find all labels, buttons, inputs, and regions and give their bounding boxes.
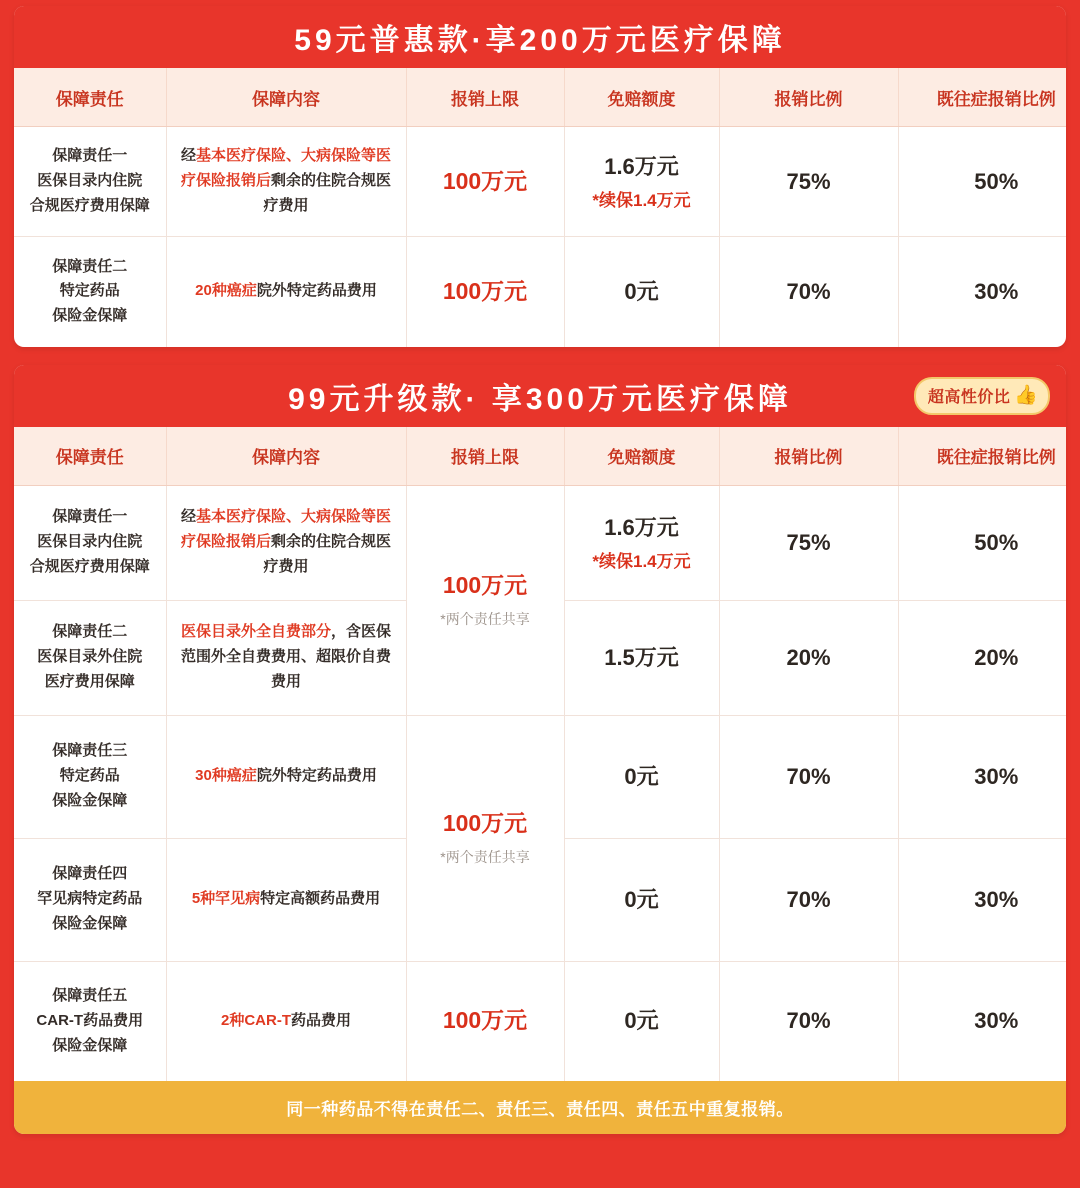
limit-amount: 100万元 — [442, 167, 528, 194]
cell-ratio — [719, 838, 898, 961]
cell-content — [166, 838, 406, 961]
cell-limit — [406, 127, 564, 237]
cell-responsibility — [14, 127, 166, 237]
cell-preexisting-ratio — [898, 961, 1066, 1081]
content-part: 剩余的住院合规医疗费用 — [263, 172, 392, 214]
content-part: 经 — [180, 147, 196, 165]
responsibility-line: CAR-T药品费用 — [36, 1011, 144, 1029]
cell-deductible — [564, 961, 719, 1081]
cell-responsibility — [14, 485, 166, 600]
cell-content — [166, 600, 406, 715]
deductible-amount: 0元 — [624, 278, 659, 304]
preexisting-ratio: 50% — [974, 168, 1019, 194]
deductible-amount: 0元 — [624, 1008, 659, 1034]
coverage-table-basic — [14, 68, 1066, 347]
content-part: 院外特定药品费用 — [256, 767, 377, 785]
cell-preexisting-ratio — [898, 127, 1066, 237]
content-part-highlight: 基本医疗保险、大病保险等医疗保险报销后 — [180, 508, 392, 551]
cell-preexisting-ratio — [898, 715, 1066, 838]
content-part-highlight: 5种罕见病 — [191, 890, 261, 908]
preexisting-ratio: 30% — [974, 763, 1019, 789]
col-header-responsibility: 保障责任 — [14, 68, 166, 127]
cell-deductible — [564, 600, 719, 715]
content-part: 剩余的住院合规医疗费用 — [263, 533, 392, 575]
col-header-responsibility: 保障责任 — [14, 427, 166, 486]
cell-responsibility — [14, 715, 166, 838]
reimbursement-ratio: 70% — [786, 886, 831, 912]
plan-card-upgraded — [14, 365, 1066, 1135]
value-badge-label: 超高性价比 — [927, 389, 1011, 406]
cell-content — [166, 715, 406, 838]
responsibility-line: 保险金保障 — [52, 1036, 128, 1054]
cell-limit — [406, 237, 564, 347]
responsibility-line: 保险金保障 — [52, 307, 128, 325]
content-part-highlight: 医保目录外全自费部分 — [180, 623, 331, 641]
col-header-content: 保障内容 — [166, 68, 406, 127]
responsibility-line: 医疗费用保障 — [44, 672, 135, 690]
content-part: 经 — [180, 508, 196, 526]
col-header-limit: 报销上限 — [406, 427, 564, 486]
responsibility-line: 保障责任三 — [52, 742, 128, 760]
reimbursement-ratio: 75% — [786, 529, 831, 555]
cell-deductible — [564, 715, 719, 838]
table-header-row — [14, 68, 1066, 127]
responsibility-line: 保障责任一 — [52, 147, 128, 165]
value-badge — [914, 377, 1050, 415]
preexisting-ratio: 30% — [974, 886, 1019, 912]
cell-limit — [406, 961, 564, 1081]
content-part: 院外特定药品费用 — [256, 282, 377, 300]
cell-preexisting-ratio — [898, 838, 1066, 961]
deductible-note: *续保1.4万元 — [592, 190, 691, 210]
content-part-highlight: 2种CAR-T — [220, 1011, 291, 1029]
col-header-preexisting: 既往症报销比例 — [898, 68, 1066, 127]
deductible-amount: 1.6万元 — [604, 154, 679, 180]
deductible-amount: 1.6万元 — [604, 515, 679, 541]
reimbursement-ratio: 75% — [786, 168, 831, 194]
col-header-preexisting: 既往症报销比例 — [898, 427, 1066, 486]
responsibility-line: 医保目录内住院 — [37, 533, 143, 551]
plan-card-basic — [14, 6, 1066, 347]
responsibility-line: 罕见病特定药品 — [37, 890, 143, 908]
limit-shared-note: *两个责任共享 — [440, 610, 530, 627]
responsibility-line: 保障责任二 — [52, 257, 128, 275]
col-header-limit: 报销上限 — [406, 68, 564, 127]
cell-content — [166, 237, 406, 347]
reimbursement-ratio: 70% — [786, 763, 831, 789]
content-part: ，含医保范围外全自费费用、超限价自费费用 — [180, 623, 392, 690]
table-row — [14, 127, 1066, 237]
col-header-content: 保障内容 — [166, 427, 406, 486]
responsibility-line: 保障责任二 — [52, 623, 128, 641]
responsibility-line: 特定药品 — [59, 282, 120, 300]
responsibility-line: 医保目录外住院 — [37, 648, 143, 666]
cell-deductible — [564, 838, 719, 961]
cell-ratio — [719, 127, 898, 237]
cell-limit-merged — [406, 485, 564, 715]
table-row — [14, 485, 1066, 600]
cell-content — [166, 127, 406, 237]
cell-ratio — [719, 237, 898, 347]
plan-title-upgraded: 99元升级款· 享300万元医疗保障 — [288, 382, 792, 416]
preexisting-ratio: 20% — [974, 644, 1019, 670]
responsibility-line: 保险金保障 — [52, 791, 128, 809]
deductible-note: *续保1.4万元 — [592, 551, 691, 571]
responsibility-line: 保障责任一 — [52, 508, 128, 526]
cell-ratio — [719, 715, 898, 838]
limit-amount: 100万元 — [442, 810, 528, 837]
cell-ratio — [719, 600, 898, 715]
reimbursement-ratio: 70% — [786, 278, 831, 304]
cell-content — [166, 961, 406, 1081]
content-part-highlight: 20种癌症 — [195, 282, 257, 300]
cell-preexisting-ratio — [898, 600, 1066, 715]
responsibility-line: 医保目录内住院 — [37, 172, 143, 190]
limit-amount: 100万元 — [442, 572, 528, 599]
cell-deductible — [564, 127, 719, 237]
cell-content — [166, 485, 406, 600]
plan-title-bar-basic — [14, 6, 1066, 68]
reimbursement-ratio: 70% — [786, 1008, 831, 1034]
limit-amount: 100万元 — [442, 1007, 528, 1034]
cell-preexisting-ratio — [898, 237, 1066, 347]
content-part: 药品费用 — [290, 1011, 351, 1029]
reimbursement-ratio: 20% — [786, 644, 831, 670]
cell-responsibility — [14, 237, 166, 347]
cell-preexisting-ratio — [898, 485, 1066, 600]
content-part: 特定高额药品费用 — [260, 890, 381, 908]
cell-responsibility — [14, 838, 166, 961]
responsibility-line: 保障责任四 — [52, 865, 128, 883]
limit-amount: 100万元 — [442, 277, 528, 304]
limit-shared-note: *两个责任共享 — [440, 848, 530, 865]
col-header-ratio: 报销比例 — [719, 427, 898, 486]
cell-deductible — [564, 237, 719, 347]
table-header-row — [14, 427, 1066, 486]
content-part-highlight: 30种癌症 — [195, 767, 257, 785]
cell-responsibility — [14, 961, 166, 1081]
responsibility-line: 保障责任五 — [52, 987, 128, 1005]
content-part-highlight: 基本医疗保险、大病保险等医疗保险报销后 — [180, 147, 392, 190]
cell-ratio — [719, 485, 898, 600]
cell-responsibility — [14, 600, 166, 715]
coverage-table-upgraded — [14, 427, 1066, 1082]
col-header-deductible: 免赔额度 — [564, 68, 719, 127]
responsibility-line: 合规医疗费用保障 — [29, 557, 150, 575]
plan-title-basic: 59元普惠款·享200万元医疗保障 — [294, 24, 786, 57]
deductible-amount: 0元 — [624, 886, 659, 912]
preexisting-ratio: 50% — [974, 529, 1019, 555]
thumbs-up-icon: 👍 — [1014, 385, 1038, 406]
col-header-ratio: 报销比例 — [719, 68, 898, 127]
preexisting-ratio: 30% — [974, 1008, 1019, 1034]
responsibility-line: 保险金保障 — [52, 914, 128, 932]
table-row — [14, 237, 1066, 347]
table-row — [14, 961, 1066, 1081]
duplicate-claim-note: 同一种药品不得在责任二、责任三、责任四、责任五中重复报销。 — [14, 1081, 1066, 1134]
cell-deductible — [564, 485, 719, 600]
plan-title-bar-upgraded — [14, 365, 1066, 427]
preexisting-ratio: 30% — [974, 278, 1019, 304]
responsibility-line: 特定药品 — [59, 767, 120, 785]
cell-ratio — [719, 961, 898, 1081]
deductible-amount: 0元 — [624, 763, 659, 789]
promo-page — [0, 6, 1080, 1134]
responsibility-line: 合规医疗费用保障 — [29, 196, 150, 214]
table-row — [14, 715, 1066, 838]
cell-limit-merged — [406, 715, 564, 961]
col-header-deductible: 免赔额度 — [564, 427, 719, 486]
deductible-amount: 1.5万元 — [604, 644, 679, 670]
